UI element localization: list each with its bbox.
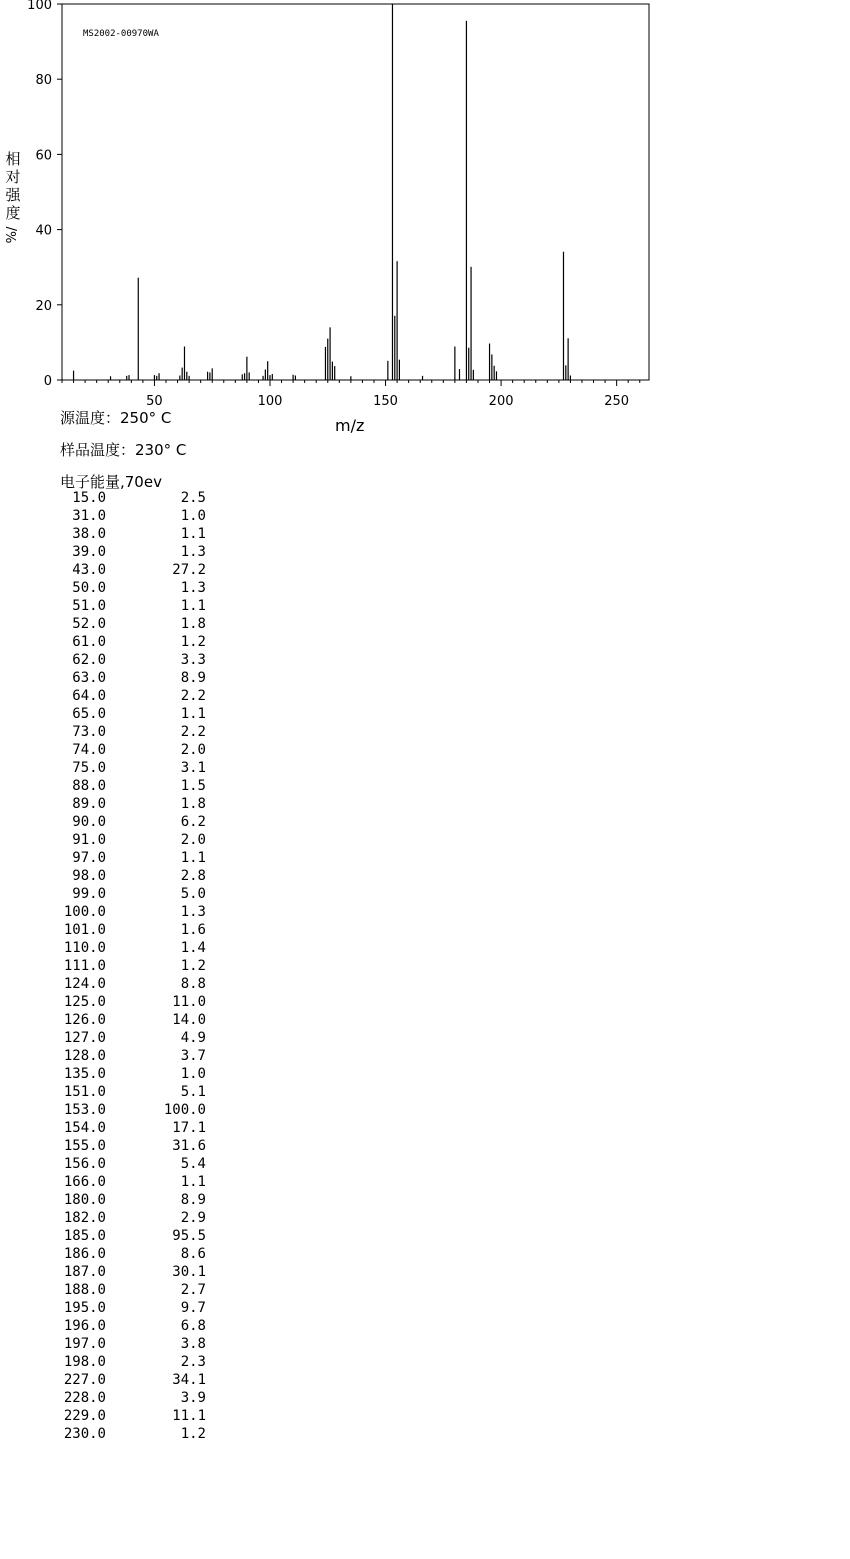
peak-row — [56, 1407, 206, 1425]
mass-spectrum-chart — [0, 0, 850, 440]
peak-intensity: 6.2 — [180, 814, 206, 830]
peak-intensity: 5.1 — [180, 1084, 206, 1100]
peak-intensity: 1.5 — [180, 778, 206, 794]
peak-intensity: 6.8 — [180, 1318, 206, 1334]
peak-row — [56, 561, 206, 579]
peak-intensity: 1.1 — [180, 1174, 206, 1190]
peak-mz: 97.0 — [72, 850, 106, 866]
peak-row — [56, 1155, 206, 1173]
source-temperature: 源温度：250° C — [60, 409, 172, 427]
peak-row — [56, 651, 206, 669]
y-tick-label: 60 — [35, 148, 52, 164]
x-axis-label: m/z — [335, 416, 365, 435]
peak-mz: 39.0 — [72, 544, 106, 560]
peak-mz: 227.0 — [63, 1372, 106, 1388]
peak-mz: 187.0 — [63, 1264, 106, 1280]
peak-row — [56, 867, 206, 885]
y-tick-label: 0 — [43, 374, 52, 389]
peak-intensity: 2.2 — [180, 688, 206, 704]
peak-intensity: 1.2 — [180, 634, 206, 650]
peak-mz: 100.0 — [63, 904, 106, 920]
peak-intensity: 1.8 — [180, 796, 206, 812]
peak-intensity: 5.0 — [180, 886, 206, 902]
x-tick-label: 200 — [488, 394, 514, 409]
peak-row — [56, 1245, 206, 1263]
peak-table — [56, 489, 206, 1443]
y-tick-label: 40 — [35, 223, 52, 239]
peak-mz: 127.0 — [63, 1030, 106, 1046]
peak-intensity: 2.3 — [180, 1354, 206, 1370]
peak-mz: 186.0 — [63, 1246, 106, 1262]
peak-mz: 185.0 — [63, 1228, 106, 1244]
y-tick-label: 100 — [27, 0, 52, 13]
peak-mz: 51.0 — [72, 598, 106, 614]
peak-row — [56, 1263, 206, 1281]
peak-mz: 228.0 — [63, 1390, 106, 1406]
peak-mz: 15.0 — [72, 490, 106, 506]
peak-intensity: 3.8 — [180, 1336, 206, 1352]
peak-row — [56, 813, 206, 831]
peak-intensity: 11.1 — [172, 1408, 206, 1424]
peak-row — [56, 669, 206, 687]
peak-row — [56, 1371, 206, 1389]
x-tick-label: 250 — [604, 394, 630, 409]
peak-intensity: 2.5 — [180, 490, 206, 506]
peak-mz: 63.0 — [72, 670, 106, 686]
peak-intensity: 1.0 — [180, 1066, 206, 1082]
peak-intensity: 4.9 — [180, 1030, 206, 1046]
peak-mz: 153.0 — [63, 1102, 106, 1118]
peak-row — [56, 597, 206, 615]
y-axis-ticks — [27, 0, 62, 389]
peak-row — [56, 957, 206, 975]
peak-row — [56, 579, 206, 597]
peak-intensity: 100.0 — [163, 1102, 206, 1118]
peak-intensity: 1.1 — [180, 526, 206, 542]
peak-row — [56, 615, 206, 633]
x-tick-label: 100 — [257, 394, 283, 409]
peak-mz: 91.0 — [72, 832, 106, 848]
peak-mz: 75.0 — [72, 760, 106, 776]
peak-intensity: 31.6 — [172, 1138, 206, 1154]
peak-intensity: 30.1 — [172, 1264, 206, 1280]
peak-row — [56, 1353, 206, 1371]
peak-mz: 128.0 — [63, 1048, 106, 1064]
peak-mz: 38.0 — [72, 526, 106, 542]
peak-intensity: 8.8 — [180, 976, 206, 992]
peak-mz: 125.0 — [63, 994, 106, 1010]
peak-mz: 50.0 — [72, 580, 106, 596]
peak-intensity: 1.4 — [180, 940, 206, 956]
peak-mz: 151.0 — [63, 1084, 106, 1100]
peak-mz: 74.0 — [72, 742, 106, 758]
peak-row — [56, 1191, 206, 1209]
peak-mz: 180.0 — [63, 1192, 106, 1208]
peak-row — [56, 1299, 206, 1317]
peak-intensity: 1.1 — [180, 598, 206, 614]
peak-mz: 196.0 — [63, 1318, 106, 1334]
peak-intensity: 27.2 — [172, 562, 206, 578]
peak-row — [56, 1317, 206, 1335]
peak-mz: 156.0 — [63, 1156, 106, 1172]
peak-intensity: 8.9 — [180, 1192, 206, 1208]
peak-mz: 110.0 — [63, 940, 106, 956]
peak-row — [56, 1065, 206, 1083]
plot-frame — [62, 4, 649, 380]
peak-intensity: 3.9 — [180, 1390, 206, 1406]
peak-row — [56, 975, 206, 993]
peak-mz: 61.0 — [72, 634, 106, 650]
peak-row — [56, 939, 206, 957]
peak-mz: 52.0 — [72, 616, 106, 632]
peak-row — [56, 795, 206, 813]
peak-intensity: 2.8 — [180, 868, 206, 884]
peak-row — [56, 1047, 206, 1065]
peak-intensity: 2.0 — [180, 742, 206, 758]
peak-mz: 98.0 — [72, 868, 106, 884]
peak-mz: 154.0 — [63, 1120, 106, 1136]
peak-row — [56, 1281, 206, 1299]
y-axis-label-text: 相对强度 — [5, 150, 21, 222]
peak-row — [56, 723, 206, 741]
peak-row — [56, 543, 206, 561]
y-axis-label-unit: %/ — [5, 226, 20, 244]
peak-intensity: 1.2 — [180, 1426, 206, 1442]
peak-intensity: 1.0 — [180, 508, 206, 524]
peak-mz: 230.0 — [63, 1426, 106, 1442]
peak-mz: 124.0 — [63, 976, 106, 992]
sample-temperature: 样品温度：230° C — [60, 441, 187, 459]
peak-mz: 31.0 — [72, 508, 106, 524]
y-tick-label: 20 — [35, 298, 52, 314]
peak-mz: 197.0 — [63, 1336, 106, 1352]
peak-mz: 135.0 — [63, 1066, 106, 1082]
peak-row — [56, 831, 206, 849]
peak-row — [56, 1137, 206, 1155]
peak-intensity: 1.1 — [180, 706, 206, 722]
peak-row — [56, 687, 206, 705]
peak-row — [56, 705, 206, 723]
peak-intensity: 1.2 — [180, 958, 206, 974]
peak-intensity: 2.7 — [180, 1282, 206, 1298]
peak-row — [56, 1389, 206, 1407]
peak-mz: 188.0 — [63, 1282, 106, 1298]
peak-row — [56, 921, 206, 939]
peak-row — [56, 849, 206, 867]
peak-row — [56, 1101, 206, 1119]
peak-intensity: 1.8 — [180, 616, 206, 632]
peak-row — [56, 1083, 206, 1101]
peak-mz: 195.0 — [63, 1300, 106, 1316]
peak-row — [56, 741, 206, 759]
peak-row — [56, 885, 206, 903]
peak-mz: 111.0 — [63, 958, 106, 974]
peak-mz: 88.0 — [72, 778, 106, 794]
peak-mz: 73.0 — [72, 724, 106, 740]
peak-mz: 62.0 — [72, 652, 106, 668]
y-axis-label — [2, 150, 24, 244]
peak-row — [56, 1173, 206, 1191]
peak-intensity: 34.1 — [172, 1372, 206, 1388]
peak-intensity: 2.9 — [180, 1210, 206, 1226]
peak-row — [56, 525, 206, 543]
peak-intensity: 14.0 — [172, 1012, 206, 1028]
peak-row — [56, 507, 206, 525]
peak-mz: 101.0 — [63, 922, 106, 938]
peak-intensity: 8.9 — [180, 670, 206, 686]
peak-row — [56, 1227, 206, 1245]
peak-mz: 90.0 — [72, 814, 106, 830]
spectrum-code-label: MS2002-00970WA — [83, 29, 159, 39]
peak-row — [56, 903, 206, 921]
peak-intensity: 2.0 — [180, 832, 206, 848]
peak-intensity: 8.6 — [180, 1246, 206, 1262]
peak-row — [56, 1335, 206, 1353]
peak-intensity: 9.7 — [180, 1300, 206, 1316]
electron-energy: 电子能量,70ev — [60, 473, 162, 491]
peak-intensity: 95.5 — [172, 1228, 206, 1244]
peak-mz: 198.0 — [63, 1354, 106, 1370]
peak-intensity: 3.1 — [180, 760, 206, 776]
peak-intensity: 1.3 — [180, 904, 206, 920]
x-tick-label: 50 — [146, 394, 163, 409]
peak-intensity: 1.1 — [180, 850, 206, 866]
peak-row — [56, 1425, 206, 1443]
peak-mz: 43.0 — [72, 562, 106, 578]
peak-intensity: 2.2 — [180, 724, 206, 740]
peak-intensity: 1.3 — [180, 544, 206, 560]
peak-intensity: 3.3 — [180, 652, 206, 668]
peak-row — [56, 1119, 206, 1137]
peak-intensity: 1.6 — [180, 922, 206, 938]
peak-mz: 64.0 — [72, 688, 106, 704]
peak-mz: 166.0 — [63, 1174, 106, 1190]
peak-row — [56, 777, 206, 795]
peak-row — [56, 993, 206, 1011]
peak-bars — [74, 4, 571, 380]
peak-row — [56, 489, 206, 507]
x-tick-label: 150 — [373, 394, 398, 409]
peak-row — [56, 1011, 206, 1029]
peak-row — [56, 1029, 206, 1047]
peak-row — [56, 633, 206, 651]
peak-intensity: 3.7 — [180, 1048, 206, 1064]
peak-mz: 89.0 — [72, 796, 106, 812]
peak-intensity: 17.1 — [172, 1120, 206, 1136]
peak-intensity: 5.4 — [180, 1156, 206, 1172]
peak-mz: 182.0 — [63, 1210, 106, 1226]
peak-row — [56, 1209, 206, 1227]
x-axis-ticks — [62, 380, 640, 409]
y-tick-label: 80 — [35, 73, 52, 89]
peak-mz: 229.0 — [63, 1408, 106, 1424]
peak-intensity: 11.0 — [172, 994, 206, 1010]
peak-mz: 126.0 — [63, 1012, 106, 1028]
peak-mz: 65.0 — [72, 706, 106, 722]
peak-mz: 155.0 — [63, 1138, 106, 1154]
peak-mz: 99.0 — [72, 886, 106, 902]
peak-row — [56, 759, 206, 777]
peak-intensity: 1.3 — [180, 580, 206, 596]
